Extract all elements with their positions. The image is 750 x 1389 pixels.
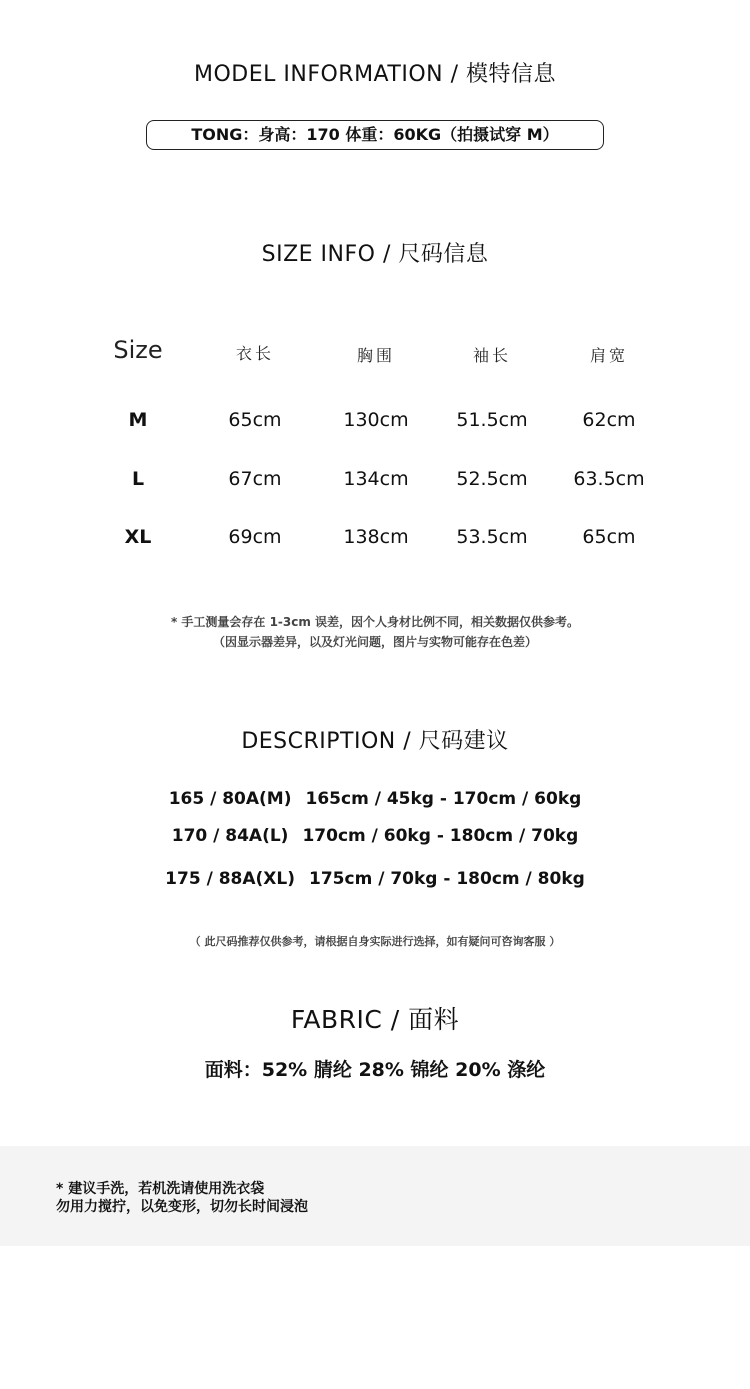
- table-row-size: XL: [124, 526, 152, 548]
- recommendation-size: 175 / 88A(XL): [165, 869, 295, 889]
- size-recommendation-line: [0, 826, 750, 846]
- size-recommendation-line: [0, 869, 750, 889]
- table-cell-shoulder: 63.5cm: [573, 468, 645, 490]
- recommendation-note: （ 此尺码推荐仅供参考，请根据自身实际进行选择，如有疑问可咨询客服 ）: [189, 935, 561, 948]
- care-instruction-line: 勿用力搅拧，以免变形，切勿长时间浸泡: [56, 1199, 308, 1215]
- table-cell-length: 65cm: [228, 409, 282, 431]
- recommendation-size: 170 / 84A(L): [171, 826, 289, 846]
- table-row-size: M: [128, 409, 148, 431]
- table-cell-length: 69cm: [228, 526, 282, 548]
- model-info-box: TONG：身高：170 体重：60KG（拍摄试穿 M）: [146, 120, 604, 150]
- size-column-header: Size: [113, 336, 163, 364]
- measurement-note: * 手工测量会存在 1-3cm 误差，因个人身材比例不同，相关数据仅供参考。: [170, 615, 580, 629]
- recommendation-range: 165cm / 45kg - 170cm / 60kg: [305, 789, 582, 809]
- recommendation-size: 165 / 80A(M): [168, 789, 292, 809]
- table-cell-length: 67cm: [228, 468, 282, 490]
- recommendation-range: 175cm / 70kg - 180cm / 80kg: [309, 869, 585, 889]
- model-info-heading: MODEL INFORMATION / 模特信息: [193, 62, 556, 87]
- size-recommendation-line: [0, 789, 750, 809]
- table-cell-shoulder: 62cm: [582, 409, 636, 431]
- shoulder-column-header: 肩宽: [589, 346, 628, 365]
- recommendation-range: 170cm / 60kg - 180cm / 70kg: [302, 826, 579, 846]
- care-instructions-panel: [0, 1146, 750, 1246]
- description-heading: DESCRIPTION / 尺码建议: [241, 729, 509, 754]
- table-cell-sleeve: 53.5cm: [456, 526, 528, 548]
- length-column-header: 衣长: [235, 344, 274, 363]
- table-row-size: L: [131, 468, 145, 490]
- care-instruction-line: * 建议手洗，若机洗请使用洗衣袋: [56, 1181, 265, 1197]
- fabric-composition: 面料：52% 腈纶 28% 锦纶 20% 涤纶: [204, 1059, 546, 1081]
- chest-column-header: 胸围: [356, 346, 395, 365]
- table-cell-shoulder: 65cm: [582, 526, 636, 548]
- fabric-heading: FABRIC / 面料: [290, 1005, 460, 1034]
- table-cell-sleeve: 51.5cm: [456, 409, 528, 431]
- table-cell-sleeve: 52.5cm: [456, 468, 528, 490]
- sleeve-column-header: 袖长: [472, 346, 511, 365]
- color-difference-note: （因显示器差异，以及灯光问题，图片与实物可能存在色差）: [212, 635, 537, 649]
- size-info-heading: SIZE INFO / 尺码信息: [261, 242, 489, 267]
- table-cell-chest: 130cm: [343, 409, 409, 431]
- table-cell-chest: 138cm: [343, 526, 409, 548]
- table-cell-chest: 134cm: [343, 468, 409, 490]
